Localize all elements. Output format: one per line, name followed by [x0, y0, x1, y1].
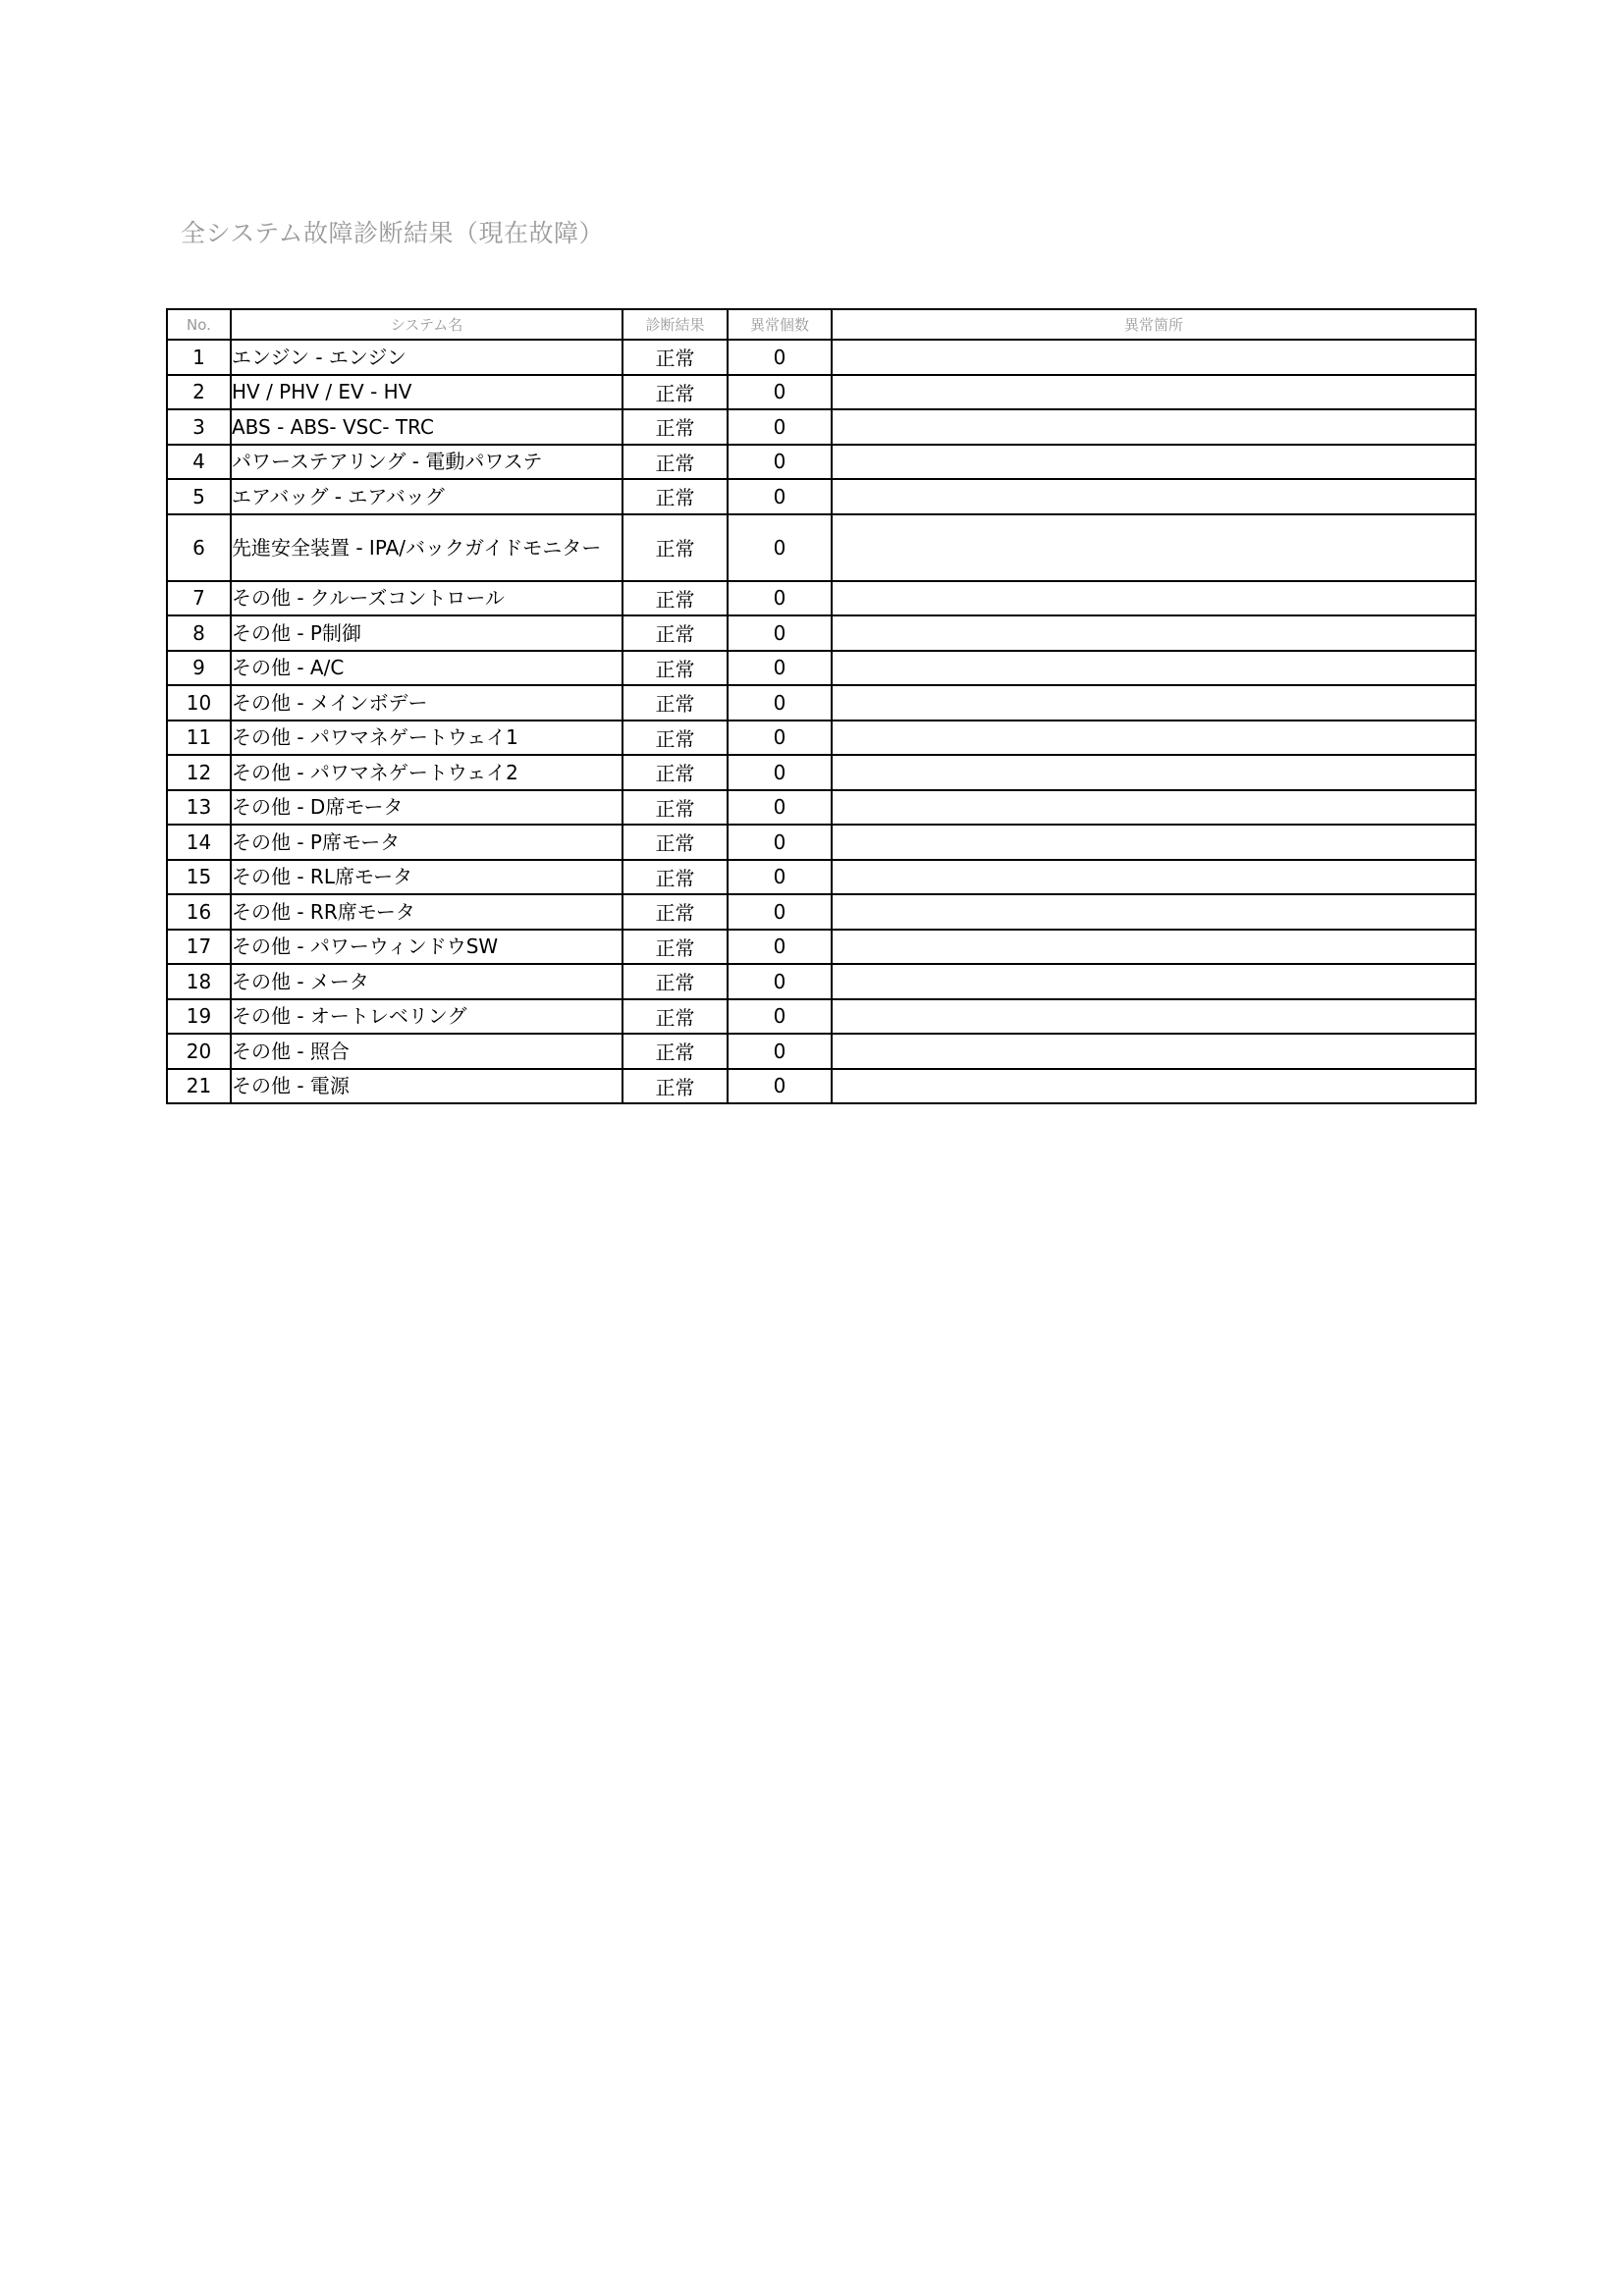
row-number: 3: [167, 409, 231, 445]
row-number: 20: [167, 1034, 231, 1069]
error-count: 0: [728, 581, 832, 616]
error-location: [832, 615, 1476, 651]
error-location: [832, 755, 1476, 790]
table-row: [167, 860, 1476, 895]
table-header-row: [167, 309, 1476, 340]
row-number: 5: [167, 479, 231, 514]
table-row: [167, 999, 1476, 1035]
system-name: その他 - RR席モータ: [231, 894, 623, 930]
error-location: [832, 409, 1476, 445]
table-row: [167, 755, 1476, 790]
system-name: その他 - パワマネゲートウェイ1: [231, 721, 623, 756]
error-count: 0: [728, 721, 832, 756]
system-name: その他 - パワーウィンドウSW: [231, 930, 623, 965]
header-system-name: システム名: [231, 309, 623, 340]
error-count: 0: [728, 375, 832, 410]
diagnosis-result: 正常: [623, 930, 728, 965]
table-row: [167, 409, 1476, 445]
diagnosis-result: 正常: [623, 964, 728, 999]
diagnosis-result: 正常: [623, 479, 728, 514]
error-count: 0: [728, 479, 832, 514]
table-row: [167, 445, 1476, 480]
row-number: 12: [167, 755, 231, 790]
error-location: [832, 514, 1476, 581]
system-name: その他 - A/C: [231, 651, 623, 686]
error-count: 0: [728, 755, 832, 790]
diagnosis-result: 正常: [623, 685, 728, 721]
error-location: [832, 685, 1476, 721]
system-name: その他 - オートレベリング: [231, 999, 623, 1035]
error-count: 0: [728, 894, 832, 930]
error-count: 0: [728, 409, 832, 445]
error-location: [832, 964, 1476, 999]
diagnosis-result: 正常: [623, 581, 728, 616]
error-location: [832, 375, 1476, 410]
table-row: [167, 375, 1476, 410]
system-name: その他 - 電源: [231, 1069, 623, 1104]
error-count: 0: [728, 790, 832, 826]
error-location: [832, 479, 1476, 514]
row-number: 11: [167, 721, 231, 756]
error-location: [832, 894, 1476, 930]
diagnosis-result: 正常: [623, 999, 728, 1035]
diagnosis-result: 正常: [623, 375, 728, 410]
diagnosis-result: 正常: [623, 755, 728, 790]
table-row: [167, 790, 1476, 826]
row-number: 7: [167, 581, 231, 616]
error-location: [832, 790, 1476, 826]
error-location: [832, 445, 1476, 480]
table-row: [167, 1069, 1476, 1104]
error-location: [832, 825, 1476, 860]
row-number: 8: [167, 615, 231, 651]
header-error-location: 異常箇所: [832, 309, 1476, 340]
error-location: [832, 1069, 1476, 1104]
diagnosis-result: 正常: [623, 409, 728, 445]
row-number: 4: [167, 445, 231, 480]
row-number: 10: [167, 685, 231, 721]
error-location: [832, 721, 1476, 756]
row-number: 17: [167, 930, 231, 965]
system-name: HV / PHV / EV - HV: [231, 375, 623, 410]
diagnosis-result: 正常: [623, 894, 728, 930]
row-number: 1: [167, 340, 231, 375]
error-count: 0: [728, 825, 832, 860]
system-name: その他 - D席モータ: [231, 790, 623, 826]
table-row: [167, 479, 1476, 514]
row-number: 19: [167, 999, 231, 1035]
table-row: [167, 825, 1476, 860]
row-number: 9: [167, 651, 231, 686]
diagnosis-result: 正常: [623, 514, 728, 581]
diagnosis-result: 正常: [623, 1034, 728, 1069]
system-name: その他 - パワマネゲートウェイ2: [231, 755, 623, 790]
row-number: 6: [167, 514, 231, 581]
page-title: 全システム故障診断結果（現在故障）: [181, 219, 605, 247]
diagnosis-result: 正常: [623, 790, 728, 826]
system-name: パワーステアリング - 電動パワステ: [231, 445, 623, 480]
system-name: その他 - メインボデー: [231, 685, 623, 721]
system-name: その他 - メータ: [231, 964, 623, 999]
row-number: 2: [167, 375, 231, 410]
row-number: 14: [167, 825, 231, 860]
table-row: [167, 514, 1476, 581]
diagnosis-result: 正常: [623, 721, 728, 756]
system-name: エンジン - エンジン: [231, 340, 623, 375]
table-row: [167, 1034, 1476, 1069]
error-count: 0: [728, 1034, 832, 1069]
table-row: [167, 651, 1476, 686]
error-count: 0: [728, 930, 832, 965]
error-location: [832, 651, 1476, 686]
system-name: エアバッグ - エアバッグ: [231, 479, 623, 514]
error-count: 0: [728, 964, 832, 999]
system-name: その他 - P制御: [231, 615, 623, 651]
error-location: [832, 999, 1476, 1035]
system-name: その他 - P席モータ: [231, 825, 623, 860]
diagnosis-result: 正常: [623, 651, 728, 686]
table-row: [167, 721, 1476, 756]
error-location: [832, 340, 1476, 375]
diagnosis-result: 正常: [623, 340, 728, 375]
system-name: その他 - 照合: [231, 1034, 623, 1069]
diagnosis-result: 正常: [623, 615, 728, 651]
row-number: 18: [167, 964, 231, 999]
error-count: 0: [728, 999, 832, 1035]
error-location: [832, 860, 1476, 895]
diagnosis-result: 正常: [623, 860, 728, 895]
error-location: [832, 581, 1476, 616]
row-number: 21: [167, 1069, 231, 1104]
table-row: [167, 615, 1476, 651]
system-name: 先進安全装置 - IPA/バックガイドモニター: [231, 514, 623, 581]
system-name: その他 - クルーズコントロール: [231, 581, 623, 616]
row-number: 13: [167, 790, 231, 826]
error-location: [832, 930, 1476, 965]
error-count: 0: [728, 651, 832, 686]
header-no: No.: [167, 309, 231, 340]
table-row: [167, 340, 1476, 375]
table-row: [167, 964, 1476, 999]
diagnosis-table: [166, 308, 1477, 1104]
error-count: 0: [728, 615, 832, 651]
system-name: ABS - ABS- VSC- TRC: [231, 409, 623, 445]
table-row: [167, 894, 1476, 930]
error-count: 0: [728, 514, 832, 581]
error-count: 0: [728, 1069, 832, 1104]
table-row: [167, 685, 1476, 721]
row-number: 15: [167, 860, 231, 895]
error-count: 0: [728, 860, 832, 895]
error-location: [832, 1034, 1476, 1069]
diagnosis-result: 正常: [623, 1069, 728, 1104]
header-error-count: 異常個数: [728, 309, 832, 340]
table-row: [167, 930, 1476, 965]
error-count: 0: [728, 445, 832, 480]
system-name: その他 - RL席モータ: [231, 860, 623, 895]
header-result: 診断結果: [623, 309, 728, 340]
table-row: [167, 581, 1476, 616]
diagnosis-result: 正常: [623, 825, 728, 860]
error-count: 0: [728, 340, 832, 375]
diagnosis-result: 正常: [623, 445, 728, 480]
table-body: [167, 340, 1476, 1103]
error-count: 0: [728, 685, 832, 721]
row-number: 16: [167, 894, 231, 930]
